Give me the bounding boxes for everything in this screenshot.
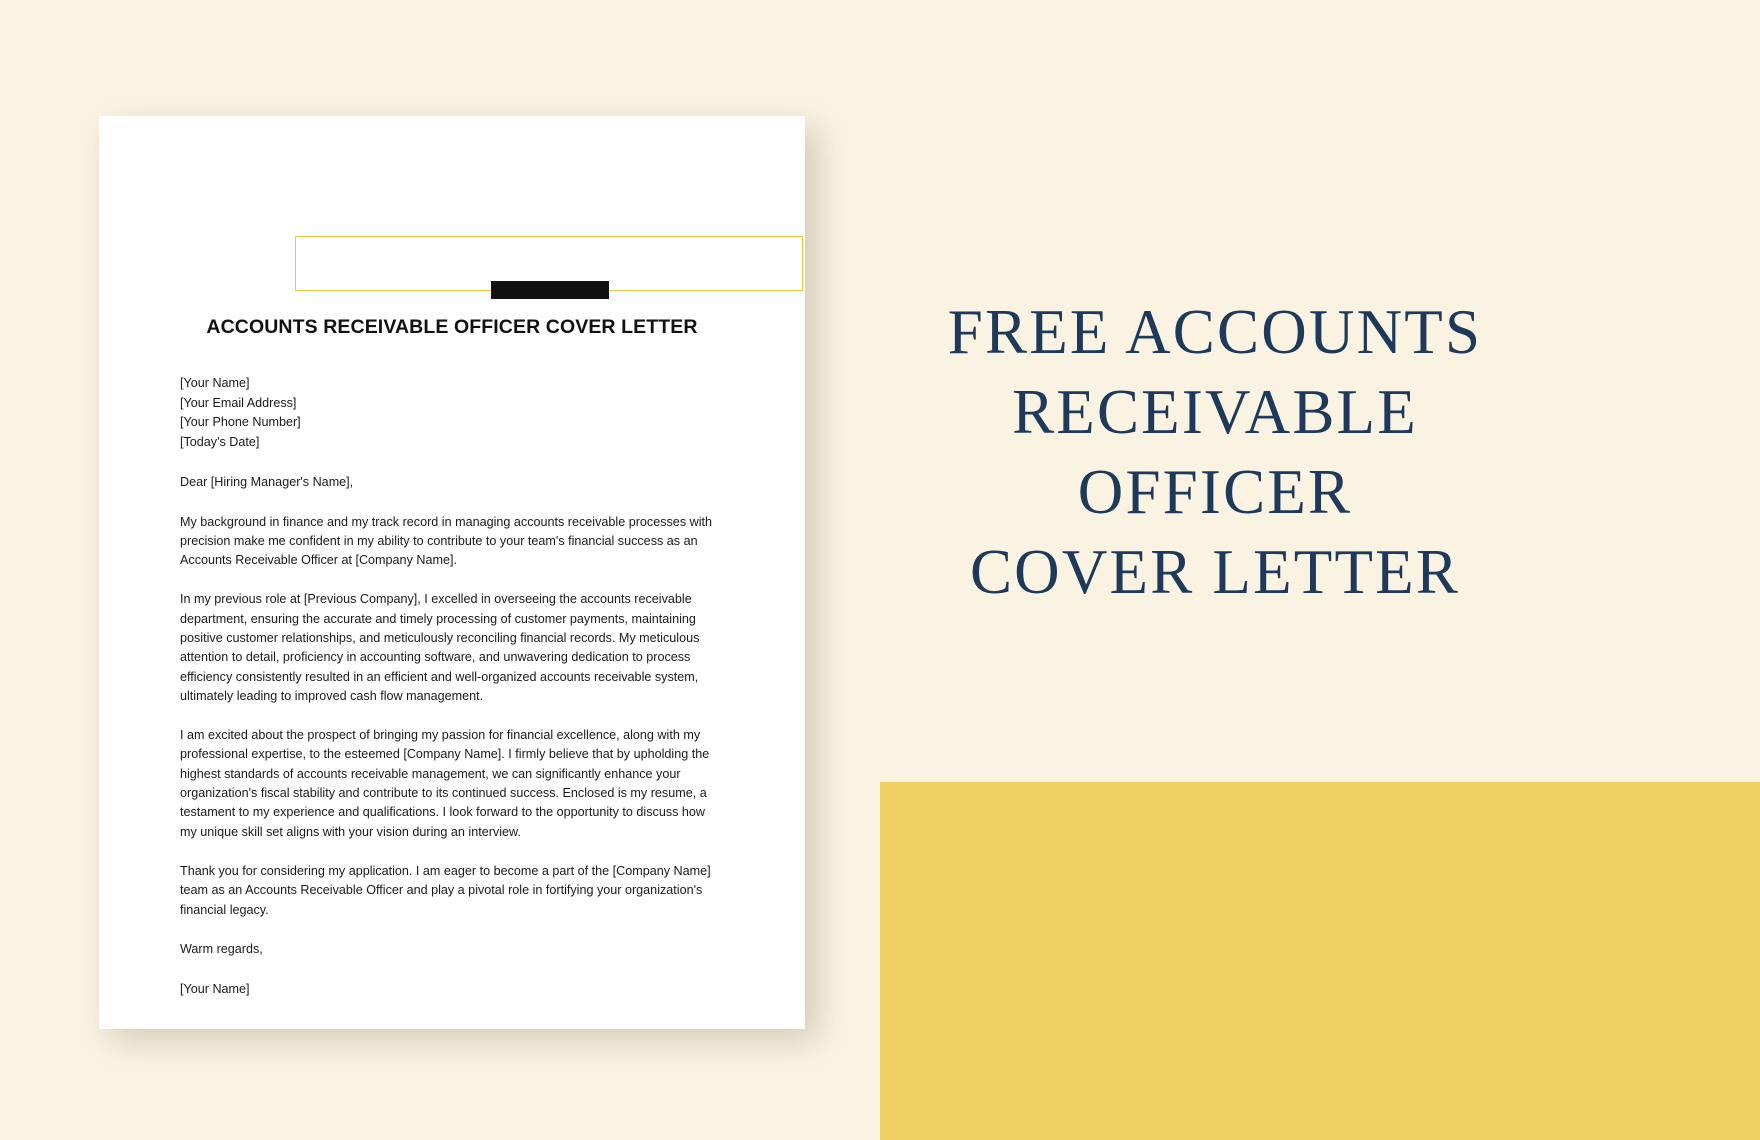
promo-headline: [820, 292, 1610, 612]
promo-headline-line-3: OFFICER: [1077, 457, 1353, 527]
promo-headline-line-1: FREE ACCOUNTS: [947, 297, 1483, 367]
body-paragraph-2: In my previous role at [Previous Company], I excelled in overseeing the accounts receivable department, ensuring the accurate and timely processing of customer payments, maintaining positive customer relationships, and meticulously reconciling financial records. My meticulous attention to detail, proficiency in accounting software, and unwavering dedication to process efficiency consistently resulted in an efficient and well-organized accounts receivable system, ultimately leading to improved cash flow management.: [180, 592, 700, 703]
contact-line-phone: [Your Phone Number]: [180, 415, 301, 429]
letter-body: [180, 374, 725, 1000]
signature-line: [Your Name]: [180, 982, 250, 997]
contact-line-name: [Your Name]: [180, 376, 250, 390]
promo-headline-line-2: RECEIVABLE: [1012, 377, 1418, 447]
black-bar-shape: [491, 281, 609, 299]
salutation: Dear [Hiring Manager's Name],: [180, 475, 354, 489]
page-title: ACCOUNTS RECEIVABLE OFFICER COVER LETTER: [206, 316, 698, 338]
header-decoration: [295, 236, 803, 291]
body-paragraph-4: Thank you for considering my application. I am eager to become a part of the [Company Name] team as an Accounts Receivable Officer and play a pivotal role in fortifying your organization's financial legacy.: [180, 863, 711, 917]
closing-line: Warm regards,: [180, 941, 263, 956]
cover-letter-document[interactable]: [99, 116, 805, 1029]
contact-line-date: [Today's Date]: [180, 434, 260, 449]
body-paragraph-1: My background in finance and my track record in managing accounts receivable processes with precision make me confident in my ability to contribute to your team's financial success as an Accounts Receivable Officer at [Company Name].: [180, 514, 713, 568]
contact-line-email: [Your Email Address]: [180, 395, 297, 410]
promo-headline-line-4: COVER LETTER: [969, 537, 1461, 607]
body-paragraph-3: I am excited about the prospect of bringing my passion for financial excellence, along with my professional expertise, to the esteemed [Company Name]. I firmly believe that by upholding the highest standards of accounts receivable management, we can significantly enhance your organization's fiscal stability and contribute to its continued success. Enclosed is my resume, a testament to my experience and qualifications. I look forward to the opportunity to discuss how my unique skill set aligns with your vision during an interview.: [180, 728, 710, 839]
